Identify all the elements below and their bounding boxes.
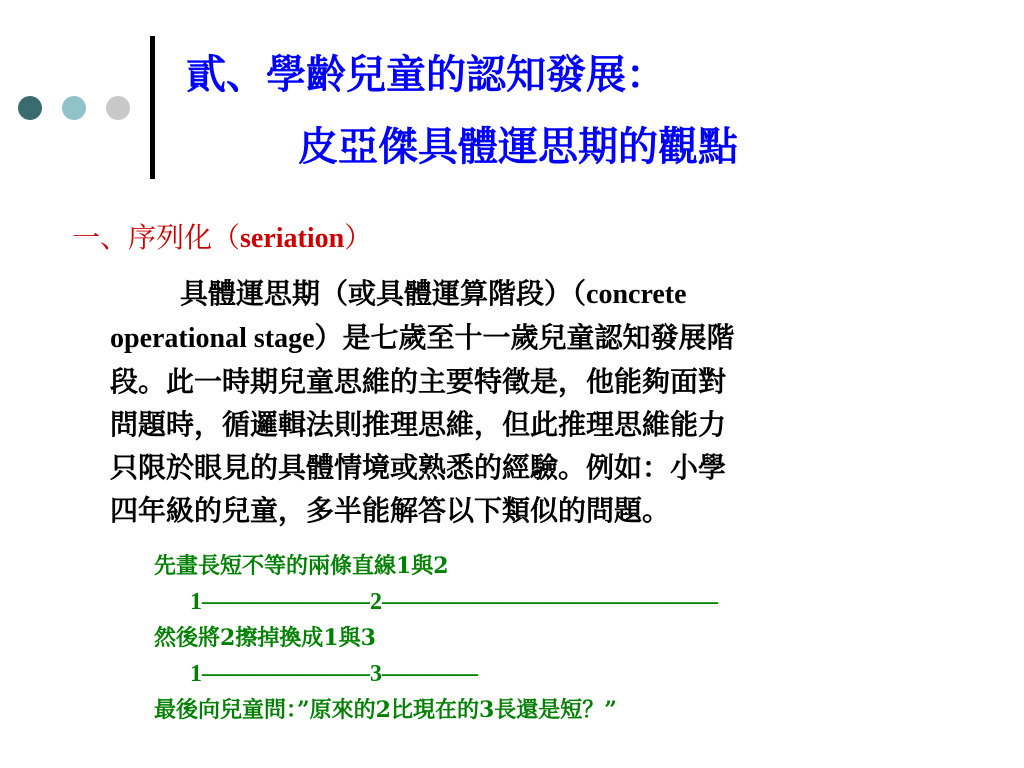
body-line-1 [110, 272, 1000, 316]
body-line-1-en: concrete [586, 279, 687, 310]
example-step-2: 然後將2擦掉換成1與3 [154, 625, 376, 651]
slide-title-line1: 貳、學齡兒童的認知發展： [186, 51, 666, 98]
section-heading [72, 220, 372, 257]
slide-title-line2: 皮亞傑具體運思期的觀點 [298, 123, 738, 170]
body-line-2-cn: ）是七歲至十一歲兒童認知發展階 [314, 321, 735, 354]
example-diagram-2: 1———————3———— [190, 661, 478, 687]
body-line-3: 段。此一時期兒童思維的主要特徵是，他能夠面對 [110, 365, 727, 398]
decorative-dot-dark [18, 96, 42, 120]
body-line-2-en: operational stage [110, 323, 315, 354]
example-diagram-1: 1———————2—————————————— [190, 589, 718, 615]
section-heading-term: seriation [240, 223, 345, 254]
title-divider [150, 36, 155, 179]
body-line-5: 只限於眼見的具體情境或熟悉的經驗。例如：小學 [110, 451, 727, 484]
section-heading-suffix: ） [344, 221, 373, 254]
body-line-4: 問題時，循邏輯法則推理思維，但此推理思維能力 [110, 408, 727, 441]
body-line-1-cn: 具體運思期（或具體運算階段）（ [180, 277, 587, 310]
body-line-2 [110, 316, 1000, 360]
body-paragraph [110, 272, 1000, 532]
body-line-6: 四年級的兒童，多半能解答以下類似的問題。 [110, 494, 671, 527]
decorative-dot-light [62, 96, 86, 120]
example-question: 最後向兒童問：”原來的2比現在的3長還是短？” [154, 697, 617, 723]
decorative-dot-gray [106, 96, 130, 120]
example-block [154, 548, 718, 728]
section-heading-prefix: 一、序列化（ [72, 221, 241, 254]
example-step-1: 先畫長短不等的兩條直線1與2 [154, 553, 449, 579]
